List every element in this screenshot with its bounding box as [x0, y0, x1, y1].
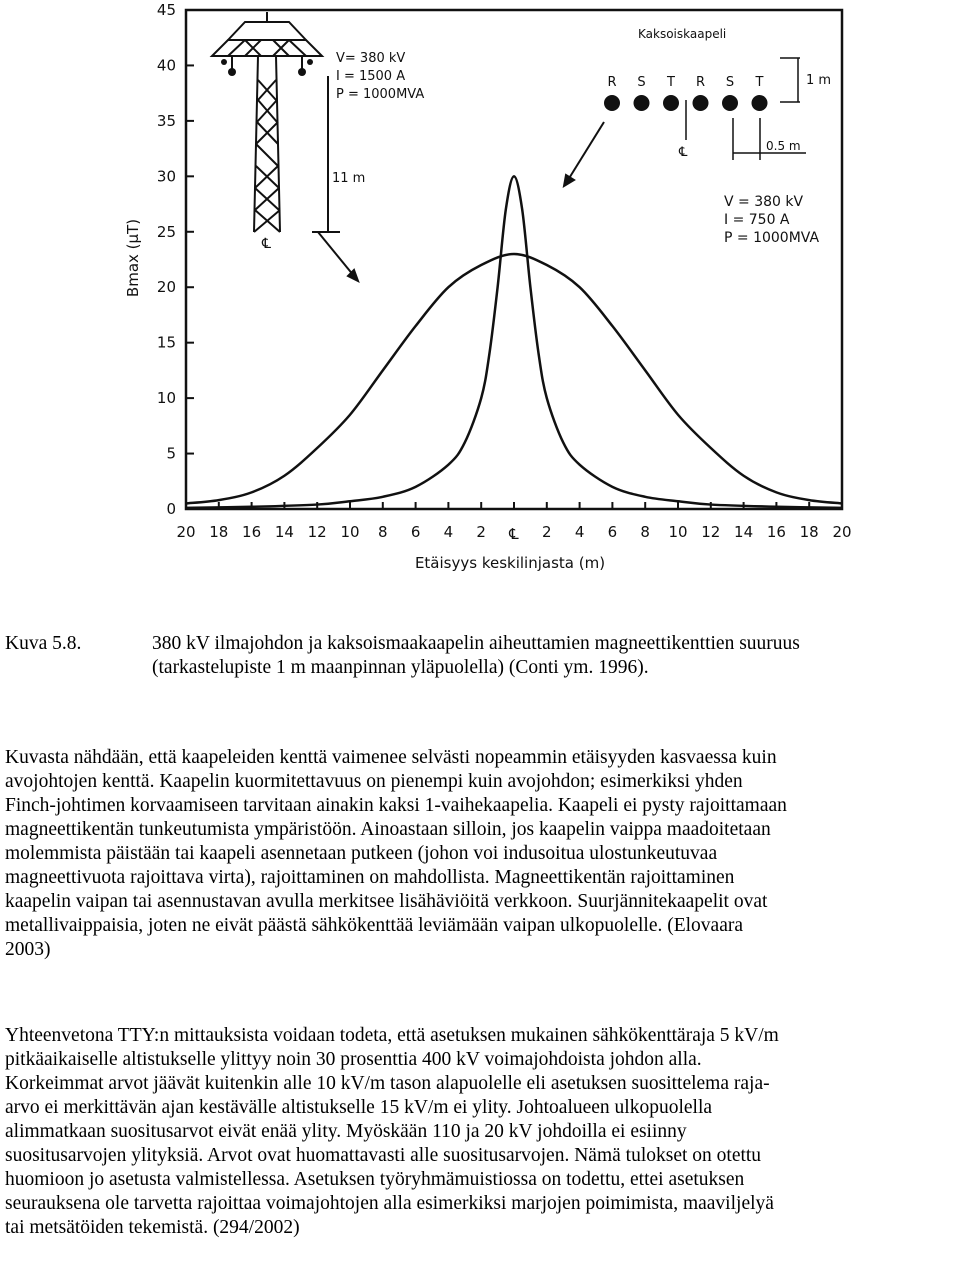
- data-point: [522, 209, 523, 210]
- paragraph-line: avojohtojen kenttä. Kaapelin kuormitettavuus on pienempi kuin avojohdon; esimerkiksi yhden: [5, 771, 743, 792]
- data-point: [645, 370, 646, 371]
- x-tick-label: 18: [799, 523, 819, 541]
- body-paragraph-2: [5, 1024, 957, 1240]
- cable-depth-label: 1 m: [806, 73, 832, 88]
- cable-conductor: [634, 95, 650, 111]
- cable-conductor: [663, 95, 679, 111]
- data-point: [317, 447, 318, 448]
- x-tick-label: 8: [640, 523, 650, 541]
- data-point: [415, 325, 416, 326]
- cable-depth-dimension: [780, 58, 800, 102]
- data-point: [481, 398, 482, 399]
- cable-conductor: [752, 95, 768, 111]
- data-point: [530, 287, 531, 288]
- data-point: [284, 475, 285, 476]
- cable-centerline-mark: ℄: [679, 145, 688, 160]
- data-point: [841, 507, 842, 508]
- data-point: [776, 492, 777, 493]
- y-tick-label: 20: [156, 278, 176, 297]
- paragraph-line: seurauksena ole tarvetta rajoittaa voimajohtojen alla esimerkiksi marjojen poimimista, maaviljelyä: [5, 1193, 774, 1214]
- cable-conductor: [604, 95, 620, 111]
- cable-voltage: V = 380 kV: [724, 194, 804, 210]
- arrow-to-cable-curve: [564, 122, 604, 186]
- x-tick-label: 20: [832, 523, 852, 541]
- paragraph-line: magneettikentän tunkeutumista ympäristöön. Ainoastaan silloin, jos kaapelin vaippa maadoitetaan: [5, 819, 771, 840]
- x-tick-label: 12: [307, 523, 327, 541]
- paragraph-line: alimmatkaan suositusarvot eivät enää ylity. Myöskään 110 ja 20 kV johdoilla ei esiinny: [5, 1121, 687, 1142]
- data-point: [489, 353, 490, 354]
- data-point: [448, 464, 449, 465]
- y-tick-label: 30: [156, 167, 176, 186]
- cable-current: I = 750 A: [724, 212, 790, 228]
- data-point: [251, 506, 252, 507]
- data-point: [563, 442, 564, 443]
- data-point: [513, 253, 514, 254]
- y-tick-label: 10: [156, 389, 176, 408]
- data-point: [349, 501, 350, 502]
- data-point: [579, 464, 580, 465]
- figure-caption-label: Kuva 5.8.: [5, 633, 82, 654]
- data-point: [317, 504, 318, 505]
- caption-line: (tarkastelupiste 1 m maanpinnan yläpuolella) (Conti ym. 1996).: [152, 657, 649, 678]
- paragraph-line: Korkeimmat arvot jäävät kuitenkin alle 10 kV/m tason alapuolelle eli asetuksen suosittelema raja-: [5, 1073, 770, 1094]
- paragraph-line: huomioon jo asetusta valmistellessa. Asetuksen työryhmämuistiossa on todettu, ettei asetuksen: [5, 1169, 745, 1190]
- y-tick-label: 15: [156, 333, 176, 352]
- data-point: [415, 486, 416, 487]
- phase-label: R: [607, 75, 617, 90]
- arrow-to-overhead-curve: [318, 232, 358, 281]
- x-tick-label: 4: [574, 523, 585, 541]
- data-point: [841, 503, 842, 504]
- paragraph-line: pitkäaikaiselle altistukselle ylittyy noin 30 prosenttia 400 kV voimajohdoista johdon alla.: [5, 1049, 702, 1070]
- overhead-current: I = 1500 A: [336, 69, 406, 84]
- paragraph-line: metallivaippaisia, joten ne eivät päästä sähkökenttää leviämään vaipan ulkopuolelle. (Elovaara: [5, 915, 744, 936]
- x-tick-label: 4: [443, 523, 454, 541]
- data-point: [513, 176, 514, 177]
- data-point: [538, 353, 539, 354]
- data-point: [448, 287, 449, 288]
- data-point: [481, 264, 482, 265]
- data-point: [185, 503, 186, 504]
- phase-label: T: [755, 75, 764, 90]
- paragraph-line: magneettivuota rajoittava virta), rajoittaminen on mahdollista. Magneettikentän rajoittaminen: [5, 867, 735, 888]
- y-tick-label: 35: [156, 111, 176, 130]
- x-tick-label: 12: [701, 523, 721, 541]
- paragraph-line: suositusarvojen ylityksiä. Arvot ovat huomattavasti alle suositusarvojen. Nämä tulokset on otettu: [5, 1145, 762, 1166]
- x-tick-label: 6: [607, 523, 618, 541]
- conductor-dots: [221, 59, 313, 76]
- y-tick-label: 0: [166, 500, 176, 518]
- data-point: [677, 414, 678, 415]
- x-centerline-mark: ℄: [509, 525, 519, 543]
- paragraph-line: Yhteenvetona TTY:n mittauksista voidaan todeta, että asetuksen mukainen sähkökenttäraja 5 kV/m: [5, 1025, 779, 1046]
- overhead-line-curve: [186, 254, 842, 504]
- cable-spacing-label: 0.5 m: [766, 139, 801, 153]
- data-point: [505, 209, 506, 210]
- x-tick-label: 8: [378, 523, 388, 541]
- x-axis-label: Etäisyys keskilinjasta (m): [414, 554, 606, 572]
- overhead-voltage: V= 380 kV: [336, 51, 406, 66]
- cable-title: Kaksoiskaapeli: [638, 27, 727, 41]
- caption-line: 380 kV ilmajohdon ja kaksoismaakaapelin aiheuttamien magneettikenttien suuruus: [152, 633, 800, 654]
- x-tick-label: 16: [242, 523, 262, 541]
- data-point: [464, 442, 465, 443]
- data-point: [645, 496, 646, 497]
- data-point: [579, 287, 580, 288]
- x-tick-label: 2: [542, 523, 552, 541]
- data-point: [382, 370, 383, 371]
- data-point: [612, 486, 613, 487]
- data-point: [677, 501, 678, 502]
- y-tick-label: 25: [156, 222, 176, 241]
- data-point: [612, 325, 613, 326]
- figure-caption: [152, 632, 952, 680]
- data-point: [546, 398, 547, 399]
- magnetic-field-chart: [0, 0, 960, 600]
- x-tick-label: 10: [340, 523, 360, 541]
- y-axis-ticks: [157, 1, 194, 518]
- y-axis-label: Bmax (µT): [124, 218, 142, 298]
- data-point: [497, 287, 498, 288]
- y-tick-label: 40: [156, 56, 176, 75]
- pylon-centerline-mark: ℄: [262, 236, 271, 252]
- x-tick-label: 2: [476, 523, 486, 541]
- paragraph-line: Finch-johtimen korvaamiseen tarvitaan ainakin kaksi 1-vaihekaapelia. Kaapeli ei pysty rajoittamaan: [5, 795, 787, 816]
- data-point: [185, 507, 186, 508]
- overhead-power: P = 1000MVA: [336, 87, 425, 102]
- data-point: [251, 492, 252, 493]
- phase-label: T: [667, 75, 675, 90]
- plot-frame: [186, 10, 842, 509]
- data-point: [776, 506, 777, 507]
- phase-label: S: [725, 75, 735, 90]
- data-point: [349, 414, 350, 415]
- data-point: [382, 496, 383, 497]
- phase-label: R: [695, 75, 706, 90]
- pylon-height-label: 11 m: [332, 171, 366, 186]
- paragraph-line: arvo ei merkittävän ajan kestävälle altistukselle 15 kV/m ei ylity. Johtoalueen ulkopuolella: [5, 1097, 713, 1118]
- cable-conductor: [722, 95, 738, 111]
- data-point: [710, 447, 711, 448]
- data-point: [710, 504, 711, 505]
- data-point: [743, 475, 744, 476]
- phase-label: S: [637, 75, 646, 90]
- cable-power: P = 1000MVA: [724, 230, 820, 246]
- y-tick-label: 5: [166, 444, 176, 463]
- paragraph-line: Kuvasta nähdään, että kaapeleiden kenttä vaimenee selvästi nopeammin etäisyyden kasvaessa kuin: [5, 747, 777, 768]
- x-tick-label: 10: [668, 523, 688, 541]
- pylon-illustration: [212, 12, 322, 232]
- paragraph-line: molemmista päistään tai kaapeli asennetaan putkeen (johon voi indusoitua ulostunkeutuvaa: [5, 843, 718, 864]
- paragraph-line: tai metsätöiden tekemistä. (294/2002): [5, 1217, 300, 1238]
- x-tick-label: 6: [410, 523, 421, 541]
- paragraph-line: 2003): [5, 939, 51, 960]
- x-tick-label: 14: [274, 523, 294, 541]
- x-tick-label: 14: [734, 523, 754, 541]
- x-tick-label: 16: [766, 523, 786, 541]
- paragraph-line: kaapelin vaipan tai asennustavan avulla merkitsee lisähäviöitä verkkoon. Suurjännitekaapelit ovat: [5, 891, 768, 912]
- x-tick-label: 18: [209, 523, 229, 541]
- data-point: [809, 500, 810, 501]
- body-paragraph-1: [5, 746, 957, 962]
- data-point: [218, 500, 219, 501]
- data-point: [546, 264, 547, 265]
- x-tick-label: 20: [176, 523, 196, 541]
- cable-conductor: [693, 95, 709, 111]
- y-tick-label: 45: [156, 1, 176, 19]
